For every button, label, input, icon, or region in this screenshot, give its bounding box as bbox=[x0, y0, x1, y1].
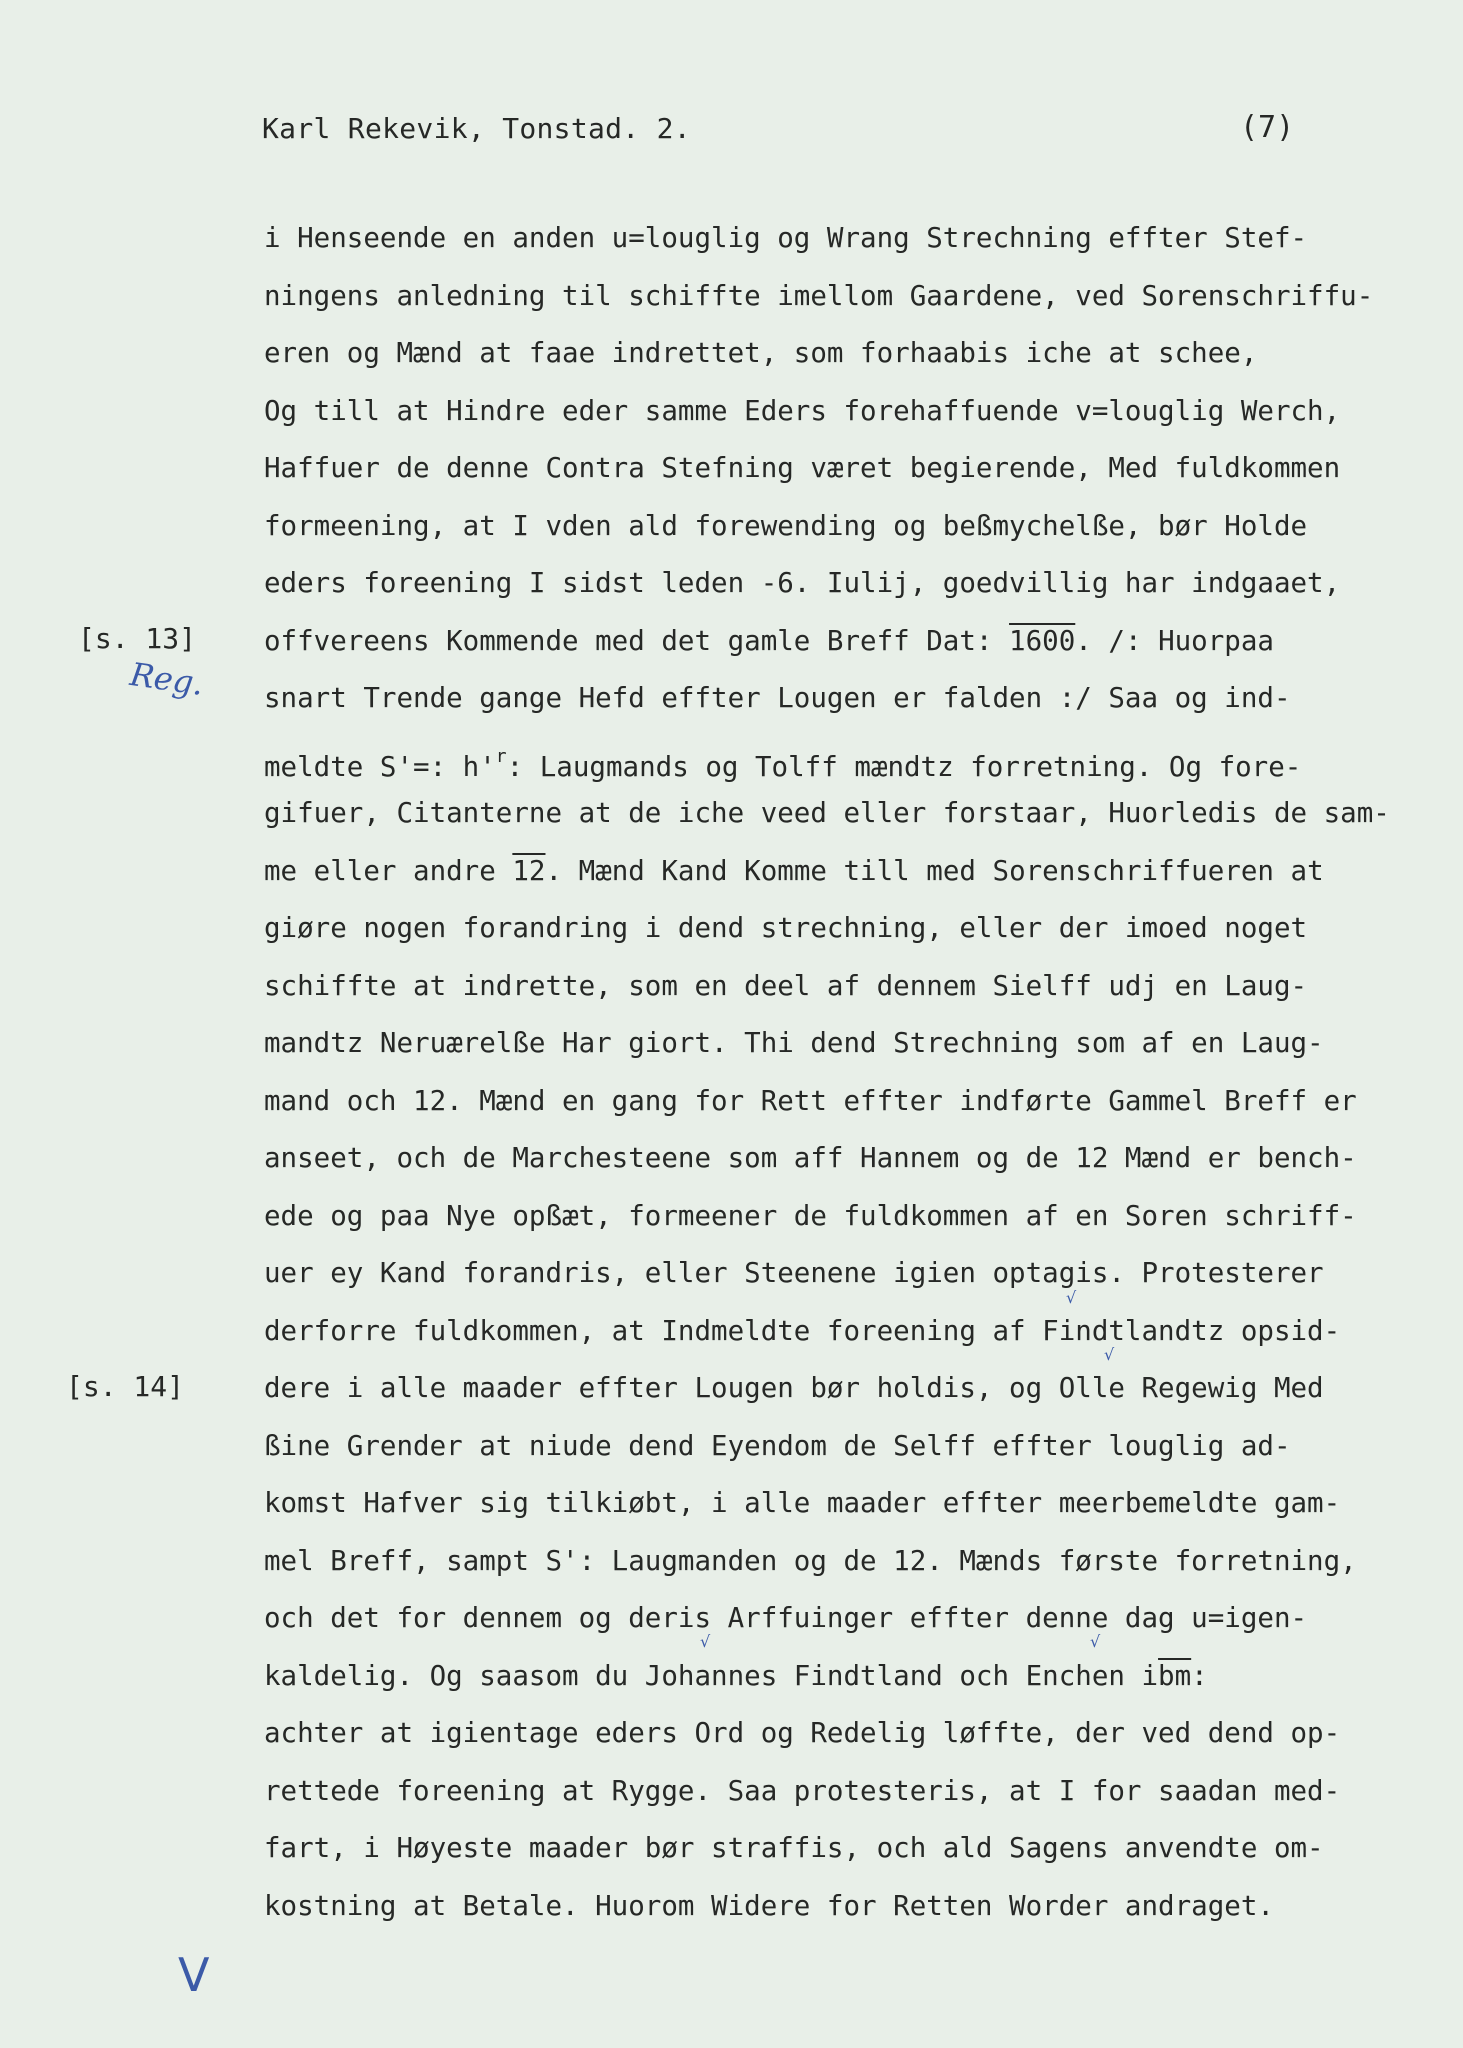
overlined-abbreviation: $\overline{bm}$ bbox=[1158, 1659, 1192, 1692]
text-line: anseet, och de Marchesteene som aff Hannem og de 12 Mænd er bench- bbox=[264, 1142, 1357, 1174]
page-number: (7) bbox=[1240, 110, 1295, 145]
bottom-check-mark-icon: V bbox=[178, 1948, 210, 2002]
check-mark-icon: √ bbox=[1104, 1345, 1115, 1364]
text-line: i Henseende en anden u=louglig og Wrang Strechning effter Stef- bbox=[264, 222, 1308, 254]
text-line: mand och 12. Mænd en gang for Rett effter indførte Gammel Breff er bbox=[264, 1084, 1357, 1117]
handwritten-reg-note: Reg. bbox=[127, 655, 206, 703]
text-line: Haffuer de denne Contra Stefning været begierende, Med fuldkommen bbox=[264, 452, 1341, 484]
text-line: mandtz Neruærelße Har giort. Thi dend Strechning som af en Laug- bbox=[264, 1027, 1324, 1059]
text-segment: : Laugmands og Tolff mændtz forretning. Og fore- bbox=[506, 750, 1302, 783]
check-mark-icon: √ bbox=[1090, 1632, 1101, 1651]
text-line: komst Hafver sig tilkiøbt, i alle maader effter meerbemeldte gam- bbox=[264, 1487, 1341, 1519]
text-line: mel Breff, sampt S': Laugmanden og de 12. Mænds første forretning, bbox=[264, 1544, 1357, 1577]
text-line: fart, i Høyeste maader bør straffis, och ald Sagens anvendte om- bbox=[264, 1832, 1324, 1864]
text-line: derforre fuldkommen, at Indmeldte foreening af Findtlandtz opsid- bbox=[264, 1314, 1341, 1347]
page-header-title: Karl Rekevik, Tonstad. 2. bbox=[262, 112, 691, 145]
text-segment: . Mænd Kand Komme till med Sorenschriffueren at bbox=[545, 854, 1324, 887]
text-line bbox=[264, 613, 1449, 671]
text-line: ningens anledning til schiffte imellom Gaardene, ved Sorenschriffu- bbox=[264, 279, 1374, 312]
text-line bbox=[264, 1648, 1449, 1706]
text-line bbox=[264, 728, 1449, 786]
text-line: dere i alle maader effter Lougen bør holdis, og Olle Regewig Med bbox=[264, 1372, 1324, 1404]
text-line: Og till at Hindre eder samme Eders forehaffuende v=louglig Werch, bbox=[264, 394, 1341, 427]
text-line: uer ey Kand forandris, eller Steenene igien optagis. Protesterer bbox=[264, 1257, 1324, 1289]
text-segment: kaldelig. Og saasom du Johannes Findtland och Enchen i bbox=[264, 1659, 1159, 1692]
margin-note-s13: [s. 13] bbox=[78, 622, 197, 655]
text-segment: . /: Huorpaa bbox=[1075, 624, 1274, 657]
text-line: eren og Mænd at faae indrettet, som forhaabis iche at schee, bbox=[264, 337, 1258, 369]
check-mark-icon: √ bbox=[700, 1632, 711, 1651]
margin-note-s14: [s. 14] bbox=[66, 1370, 185, 1403]
text-line: kostning at Betale. Huorom Widere for Retten Worder andraget. bbox=[264, 1889, 1274, 1922]
text-segment: meldte S'=: h' bbox=[264, 750, 496, 783]
text-segment: : bbox=[1191, 1659, 1208, 1692]
text-line: ßine Grender at niude dend Eyendom de Selff effter louglig ad- bbox=[264, 1429, 1291, 1462]
text-line: snart Trende gange Hefd effter Lougen er falden :/ Saa og ind- bbox=[264, 682, 1291, 714]
overlined-abbreviation: 1600 bbox=[1009, 624, 1076, 657]
text-line: ede og paa Nye opßæt, formeener de fuldkommen af en Soren schriff- bbox=[264, 1199, 1357, 1232]
letter-body bbox=[264, 210, 1449, 1935]
text-line: eders foreening I sidst leden -6. Iulij, goedvillig har indgaaet, bbox=[264, 567, 1341, 599]
superscript-abbreviation: r bbox=[495, 745, 507, 767]
overlined-abbreviation: 12 bbox=[512, 854, 546, 887]
text-line: formeening, at I vden ald forewending og beßmychelße, bør Holde bbox=[264, 509, 1308, 542]
text-line bbox=[264, 843, 1449, 901]
text-line: gifuer, Citanterne at de iche veed eller forstaar, Huorledis de sam- bbox=[264, 797, 1390, 829]
text-line: rettede foreening at Rygge. Saa protesteris, at I for saadan med- bbox=[264, 1774, 1341, 1807]
text-line: achter at igientage eders Ord og Redelig løffte, der ved dend op- bbox=[264, 1717, 1341, 1749]
text-segment: me eller andre bbox=[264, 854, 513, 887]
text-line: schiffte at indrette, som en deel af dennem Sielff udj en Laug- bbox=[264, 969, 1308, 1002]
text-line: och det for dennem og deris Arffuinger effter denne dag u=igen- bbox=[264, 1602, 1308, 1634]
check-mark-icon: √ bbox=[1066, 1288, 1077, 1307]
text-segment: offvereens Kommende med det gamle Breff Dat: bbox=[264, 624, 1010, 657]
text-line: giøre nogen forandring i dend strechning, eller der imoed noget bbox=[264, 912, 1308, 944]
